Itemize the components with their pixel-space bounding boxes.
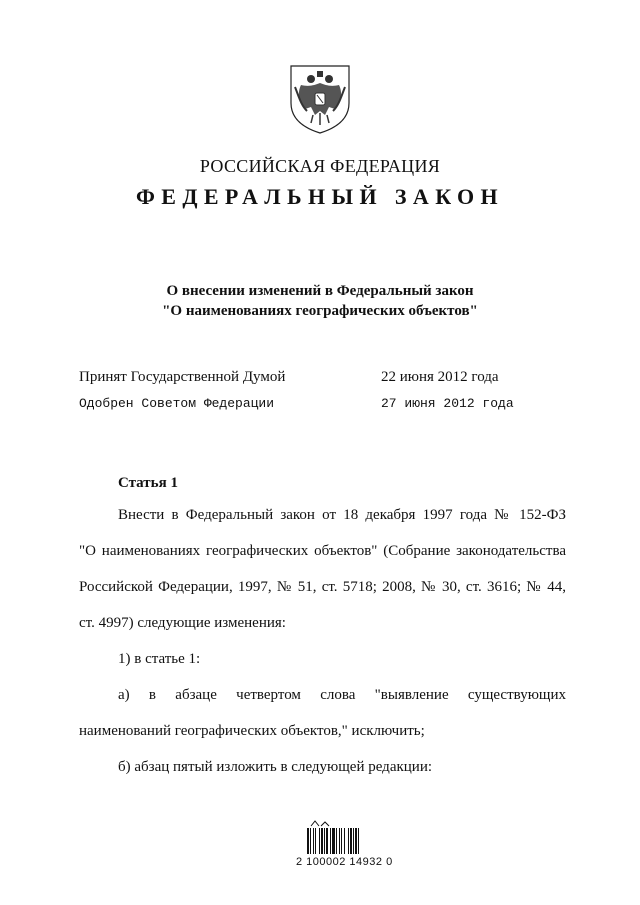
item-a-line-1: а) в абзаце четвертом слова "выявление существующих (118, 687, 566, 703)
item-a-line-2: наименований географических объектов," исключить; (79, 723, 425, 739)
article-title: Статья 1 (118, 475, 178, 491)
adoption-date: 22 июня 2012 года (381, 369, 499, 385)
adoption-council-row (79, 396, 579, 411)
subject-line-2: "О наименованиях географических объектов" (162, 303, 478, 319)
intro-line: "О наименованиях географических объектов" (Собрание законодательства (79, 543, 566, 559)
russian-coat-of-arms-icon (287, 63, 353, 135)
adoption-label: Принят Государственной Думой (79, 369, 286, 385)
document-type-title: ФЕДЕРАЛЬНЫЙ ЗАКОН (135, 184, 505, 209)
law-subject (0, 281, 640, 321)
adoption-date: 27 июня 2012 года (381, 396, 514, 411)
subject-line-1: О внесении изменений в Федеральный закон (166, 283, 474, 299)
barcode-icon (303, 818, 383, 856)
intro-line: Внести в Федеральный закон от 18 декабря 1997 года № 152-ФЗ (118, 507, 566, 523)
adoption-label: Одобрен Советом Федерации (79, 396, 275, 411)
barcode-number: 2 100002 14932 0 (296, 856, 393, 868)
item-b: б) абзац пятый изложить в следующей редакции: (118, 759, 433, 775)
intro-line: ст. 4997) следующие изменения: (79, 615, 286, 631)
country-heading: РОССИЙСКАЯ ФЕДЕРАЦИЯ (199, 156, 441, 176)
article-intro (79, 497, 566, 785)
item-1: 1) в статье 1: (118, 651, 201, 667)
intro-line: Российской Федерации, 1997, № 51, ст. 5718; 2008, № 30, ст. 3616; № 44, (79, 579, 566, 595)
adoption-duma-row (79, 369, 579, 386)
